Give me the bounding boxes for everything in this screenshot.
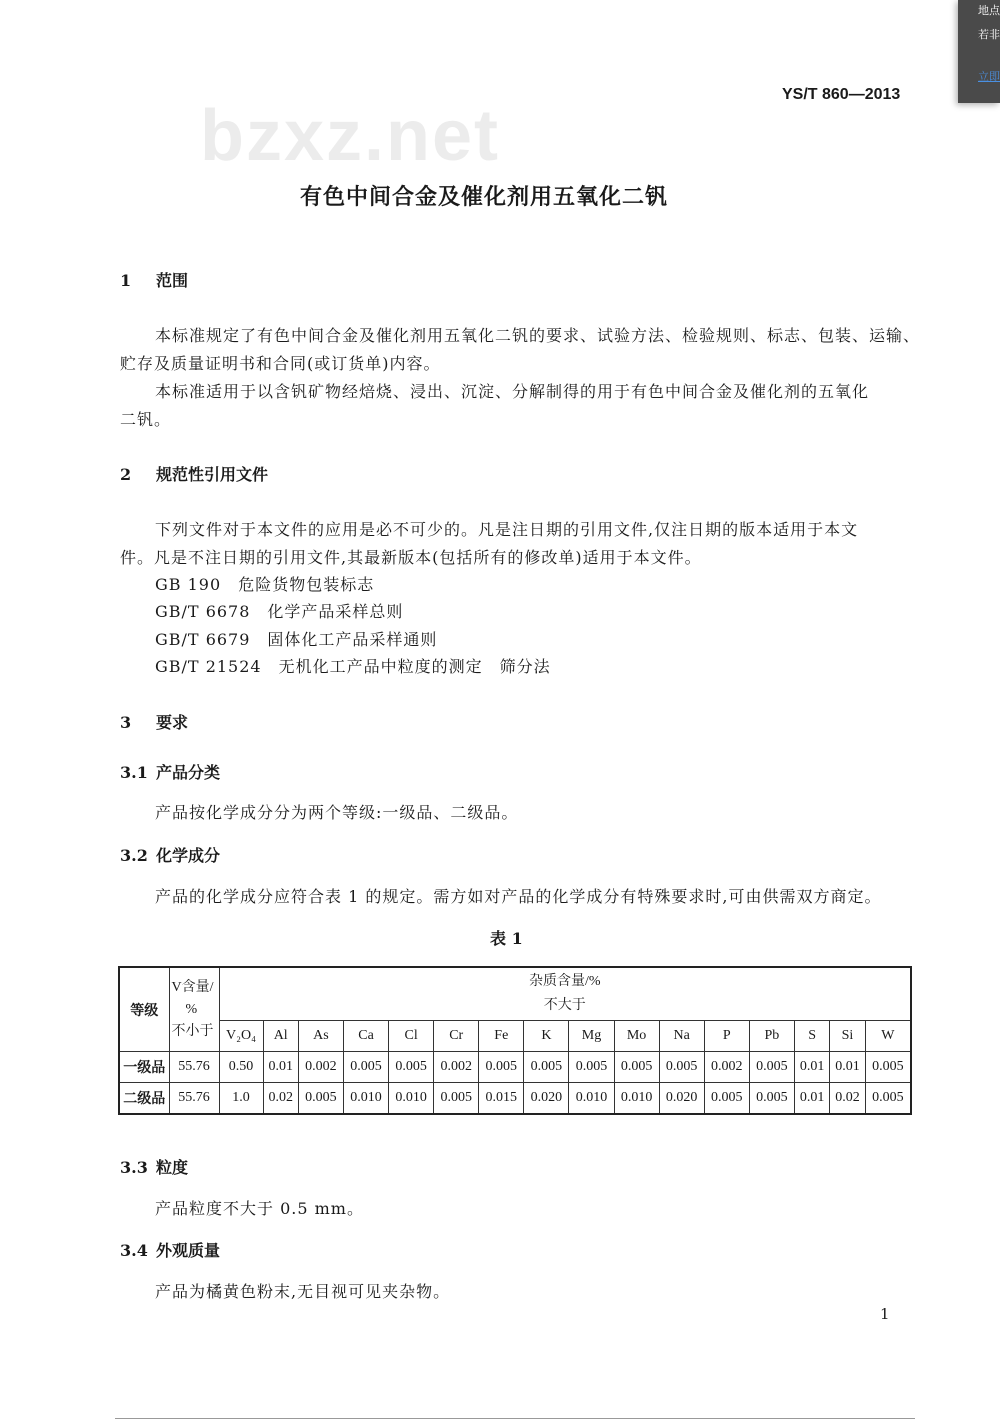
element-header: Al xyxy=(263,1021,298,1052)
section-heading-3: 3 要求 xyxy=(120,713,189,732)
impurity-cell: 0.50 xyxy=(219,1052,263,1083)
impurity-cell: 0.002 xyxy=(434,1052,479,1083)
v-content-cell: 55.76 xyxy=(169,1083,219,1115)
paragraph: 下列文件对于本文件的应用是必不可少的。凡是注日期的引用文件,仅注日期的版本适用于本文 xyxy=(155,520,859,539)
impurity-cell: 0.01 xyxy=(794,1052,829,1083)
impurity-cell: 0.005 xyxy=(704,1083,749,1115)
overlay-text: 若非 xyxy=(978,28,1000,41)
paragraph: 本标准适用于以含钒矿物经焙烧、浸出、沉淀、分解制得的用于有色中间合金及催化剂的五氧化 xyxy=(155,382,870,401)
popup-overlay[interactable] xyxy=(958,0,1000,103)
impurity-cell: 0.005 xyxy=(865,1083,911,1115)
table-row xyxy=(119,1052,911,1083)
reference-item: GB 190 危险货物包装标志 xyxy=(155,575,375,594)
element-header: S xyxy=(794,1021,829,1052)
impurity-cell: 0.020 xyxy=(524,1083,569,1115)
element-header: P xyxy=(704,1021,749,1052)
element-header: Pb xyxy=(749,1021,794,1052)
section-heading-3-3: 3.3 粒度 xyxy=(120,1158,189,1177)
element-header: Si xyxy=(830,1021,865,1052)
page-number: 1 xyxy=(880,1305,890,1323)
impurity-cell: 0.01 xyxy=(263,1052,298,1083)
paragraph: 产品粒度不大于 0.5 mm。 xyxy=(155,1199,364,1218)
impurity-cell: 0.020 xyxy=(659,1083,704,1115)
impurity-cell: 0.005 xyxy=(749,1083,794,1115)
impurity-cell: 1.0 xyxy=(219,1083,263,1115)
impurity-cell: 0.02 xyxy=(263,1083,298,1115)
header-grade: 等级 xyxy=(119,967,169,1052)
element-header-row xyxy=(119,1021,911,1052)
impurity-cell: 0.002 xyxy=(298,1052,343,1083)
impurity-cell: 0.005 xyxy=(865,1052,911,1083)
paragraph: 产品的化学成分应符合表 1 的规定。需方如对产品的化学成分有特殊要求时,可由供需双方商定。 xyxy=(155,887,882,906)
overlay-text: 地点 xyxy=(978,4,1000,17)
chemical-composition-table xyxy=(118,966,912,1115)
table-caption: 表 1 xyxy=(490,929,523,948)
impurity-cell: 0.01 xyxy=(794,1083,829,1115)
paragraph: 件。凡是不注日期的引用文件,其最新版本(包括所有的修改单)适用于本文件。 xyxy=(120,548,702,567)
reference-item: GB/T 6679 固体化工产品采样通则 xyxy=(155,630,438,649)
section-heading-3-1: 3.1 产品分类 xyxy=(120,763,221,782)
impurity-cell: 0.005 xyxy=(479,1052,524,1083)
impurity-cell: 0.005 xyxy=(343,1052,388,1083)
impurity-cell: 0.005 xyxy=(298,1083,343,1115)
element-header: V₂O₄ xyxy=(219,1021,263,1052)
element-header: Mg xyxy=(569,1021,614,1052)
element-header: Cr xyxy=(434,1021,479,1052)
paragraph: 产品为橘黄色粉末,无目视可见夹杂物。 xyxy=(155,1282,451,1301)
element-header: Ca xyxy=(343,1021,388,1052)
element-header: W xyxy=(865,1021,911,1052)
impurity-cell: 0.005 xyxy=(614,1052,659,1083)
page-edge xyxy=(115,1418,915,1419)
impurity-cell: 0.015 xyxy=(479,1083,524,1115)
element-header: Cl xyxy=(389,1021,434,1052)
impurity-cell: 0.005 xyxy=(569,1052,614,1083)
document-title: 有色中间合金及催化剂用五氧化二钒 xyxy=(300,184,669,210)
impurity-cell: 0.010 xyxy=(343,1083,388,1115)
element-header: Fe xyxy=(479,1021,524,1052)
paragraph: 本标准规定了有色中间合金及催化剂用五氧化二钒的要求、试验方法、检验规则、标志、包装、运输、 xyxy=(155,326,921,345)
section-heading-3-2: 3.2 化学成分 xyxy=(120,846,221,865)
section-heading-1: 1 范围 xyxy=(120,271,189,290)
impurity-cell: 0.005 xyxy=(749,1052,794,1083)
impurity-cell: 0.002 xyxy=(704,1052,749,1083)
section-heading-3-4: 3.4 外观质量 xyxy=(120,1241,221,1260)
paragraph: 贮存及质量证明书和合同(或订货单)内容。 xyxy=(120,354,441,373)
paragraph: 二钒。 xyxy=(120,410,172,429)
overlay-link[interactable]: 立即 xyxy=(978,70,1000,83)
impurity-cell: 0.01 xyxy=(830,1052,865,1083)
element-header: Na xyxy=(659,1021,704,1052)
impurity-cell: 0.010 xyxy=(569,1083,614,1115)
impurity-cell: 0.02 xyxy=(830,1083,865,1115)
standard-number: YS/T 860—2013 xyxy=(782,86,901,103)
impurity-cell: 0.005 xyxy=(389,1052,434,1083)
impurity-cell: 0.005 xyxy=(434,1083,479,1115)
header-impurity: 杂质含量/% 不大于 xyxy=(219,967,911,1021)
table-row xyxy=(119,1083,911,1115)
reference-item: GB/T 21524 无机化工产品中粒度的测定 筛分法 xyxy=(155,657,551,676)
element-header: Mo xyxy=(614,1021,659,1052)
v-content-cell: 55.76 xyxy=(169,1052,219,1083)
impurity-cell: 0.010 xyxy=(389,1083,434,1115)
grade-cell: 一级品 xyxy=(119,1052,169,1083)
header-v-content: V含量/ % 不小于 xyxy=(169,967,219,1052)
watermark: bzxz.net xyxy=(200,96,501,176)
impurity-cell: 0.010 xyxy=(614,1083,659,1115)
impurity-cell: 0.005 xyxy=(524,1052,569,1083)
impurity-cell: 0.005 xyxy=(659,1052,704,1083)
element-header: As xyxy=(298,1021,343,1052)
element-header: K xyxy=(524,1021,569,1052)
paragraph: 产品按化学成分分为两个等级:一级品、二级品。 xyxy=(155,803,519,822)
reference-item: GB/T 6678 化学产品采样总则 xyxy=(155,602,404,621)
grade-cell: 二级品 xyxy=(119,1083,169,1115)
section-heading-2: 2 规范性引用文件 xyxy=(120,465,269,484)
